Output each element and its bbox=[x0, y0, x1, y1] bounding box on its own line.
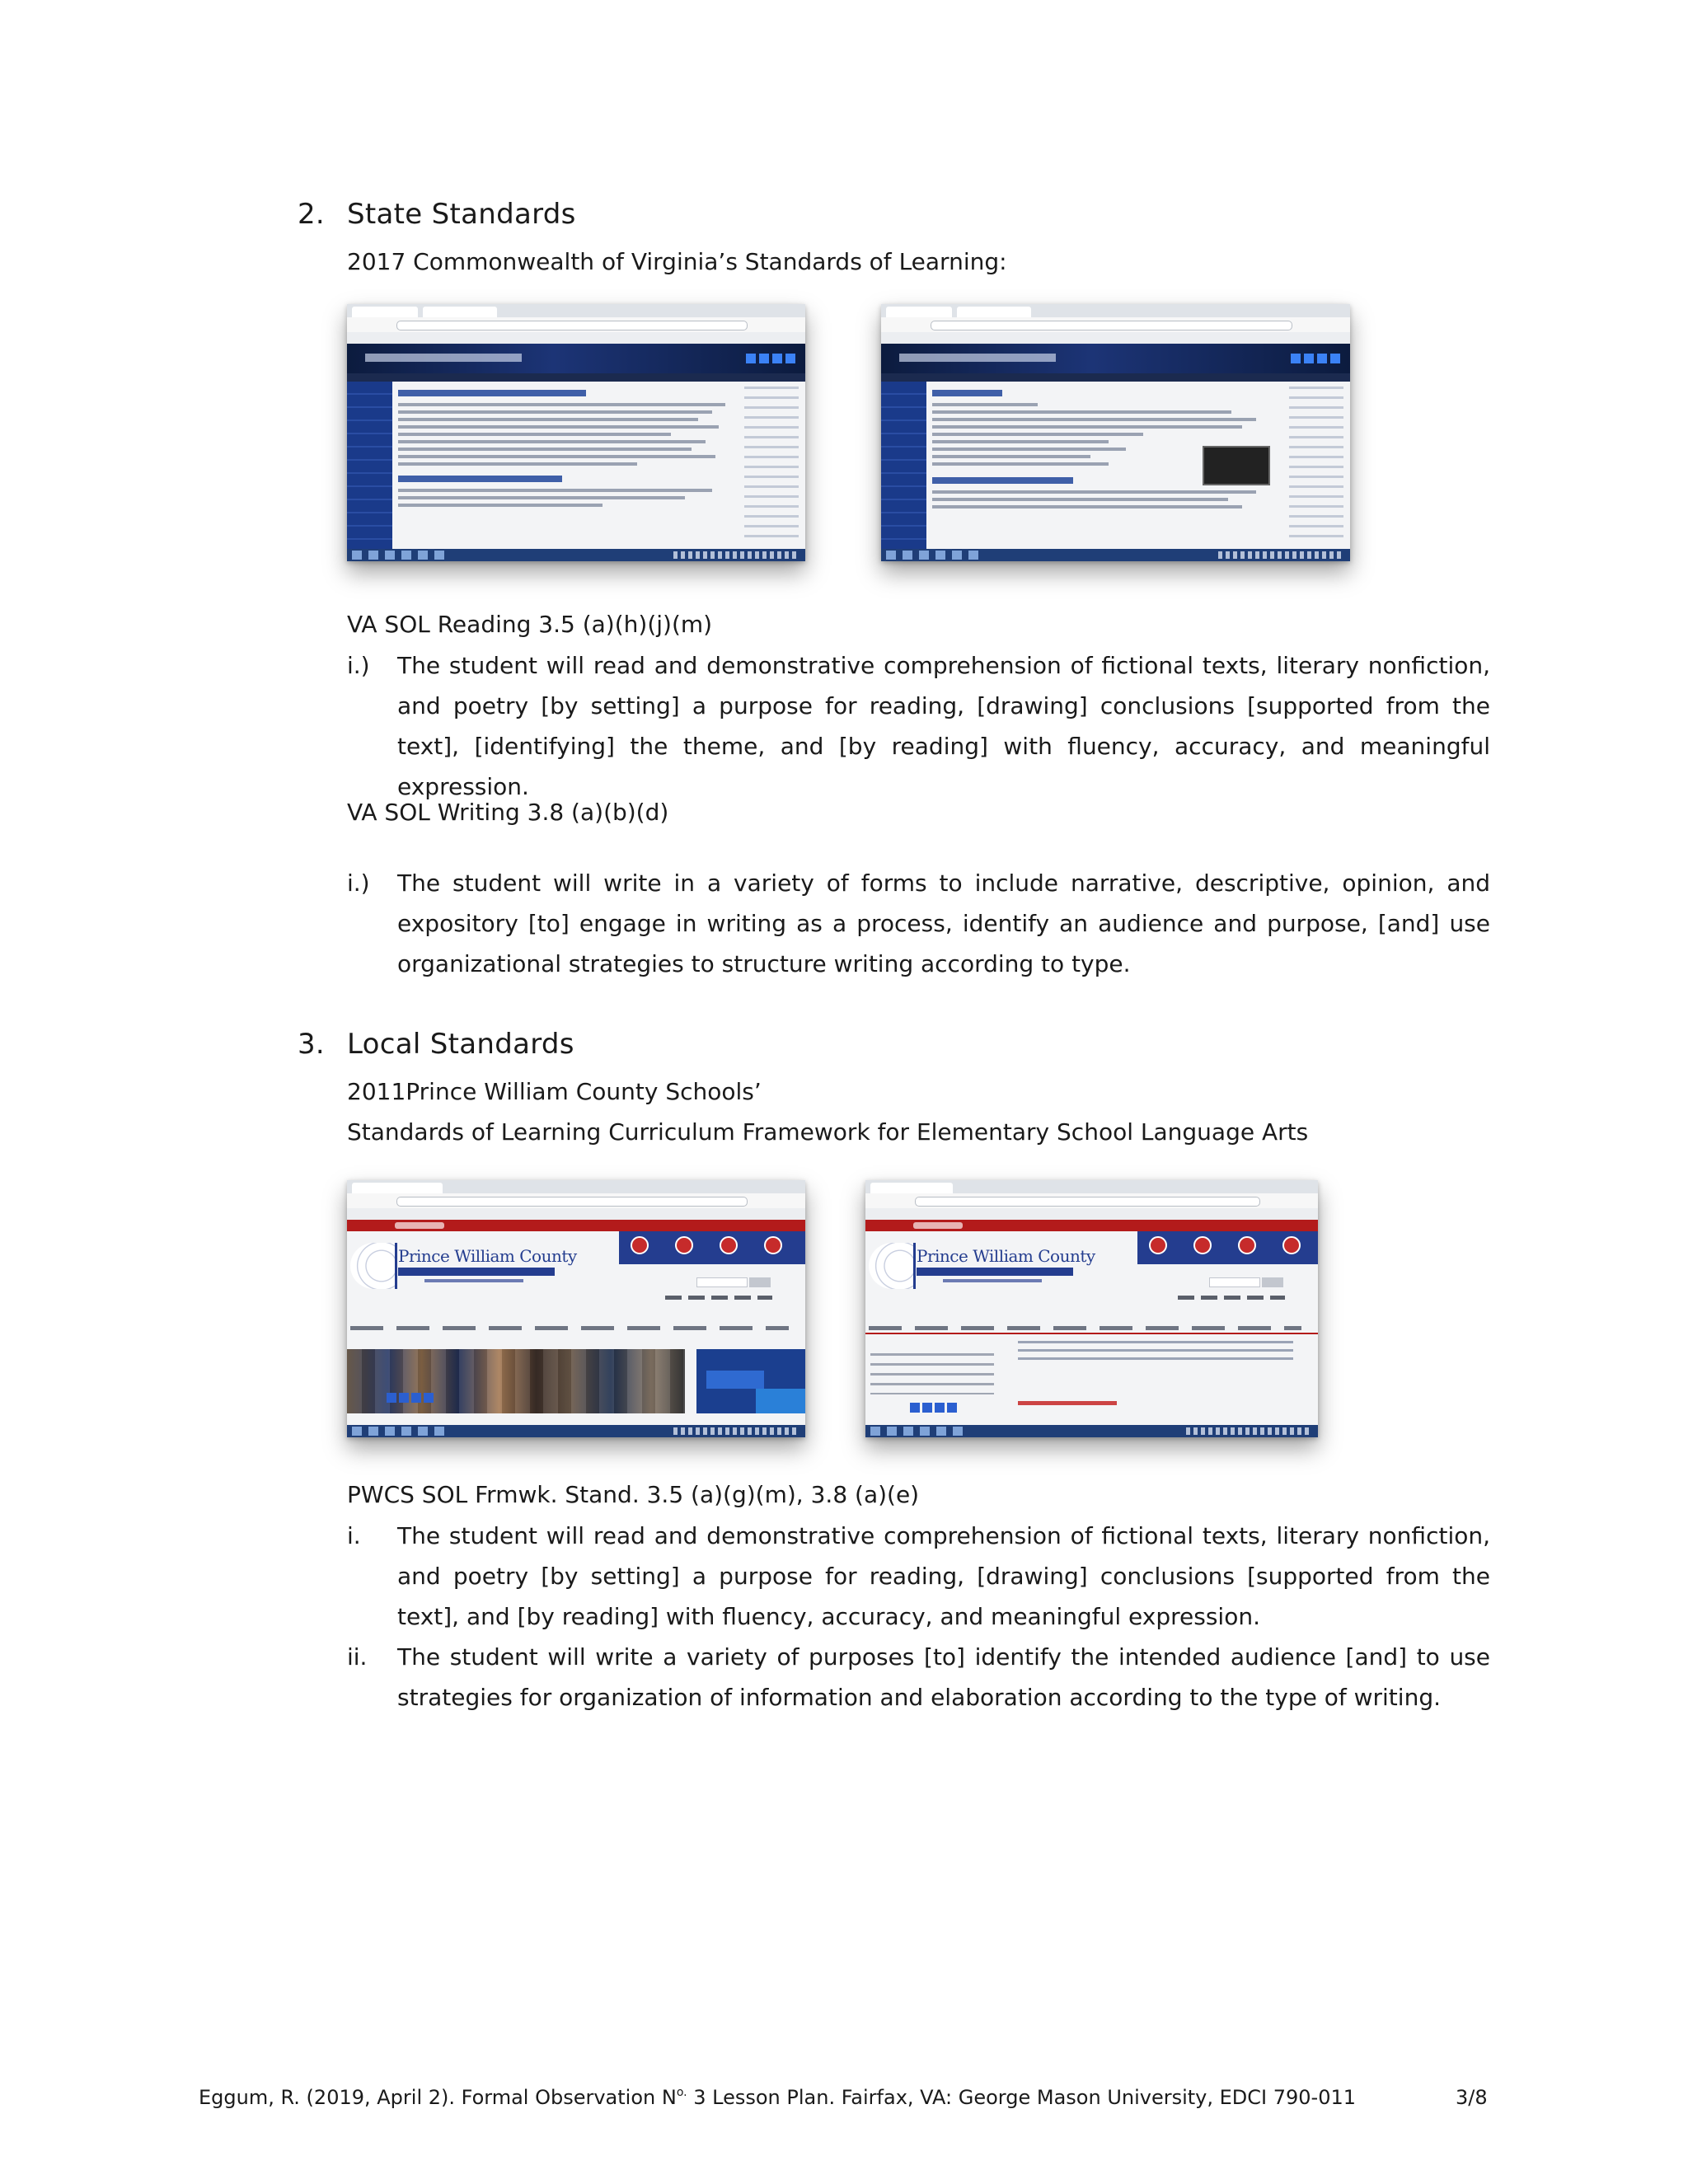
pwcs-standard-item-1 bbox=[347, 1516, 1490, 1637]
list-marker: i.) bbox=[347, 869, 370, 897]
footer-citation bbox=[199, 2086, 1356, 2109]
section-number: 3. bbox=[298, 1028, 326, 1061]
pwcs-standards-label: PWCS SOL Frmwk. Stand. 3.5 (a)(g)(m), 3.8 (a)(e) bbox=[347, 1481, 920, 1508]
vdoe-english-screenshot-image bbox=[881, 304, 1350, 561]
section-title: Local Standards bbox=[347, 1028, 574, 1061]
pwcs-homepage-screenshot-image bbox=[347, 1180, 805, 1437]
section-number: 2. bbox=[298, 198, 326, 231]
citation-number-sign: o. bbox=[676, 2086, 687, 2099]
local-standards-subtitle-line2: Standards of Learning Curriculum Framework for Elementary School Language Arts bbox=[347, 1118, 1309, 1146]
pwcs-standard-text-1: The student will read and demonstrative comprehension of fictional texts, literary nonfiction, and poetry [by setting] a purpose for reading, [drawing] conclusions [supported from the text], and [by reading] with fluency, accuracy, and meaningful expression. bbox=[397, 1522, 1490, 1630]
local-standards-subtitle-line1: 2011Prince William County Schools’ bbox=[347, 1078, 762, 1105]
citation-text: Eggum, R. (2019, April 2). Formal Observation N bbox=[199, 2086, 677, 2109]
pwcs-curriculum-screenshot-image bbox=[865, 1180, 1318, 1437]
reading-standard-item bbox=[347, 645, 1490, 800]
section-title: State Standards bbox=[347, 198, 576, 231]
list-marker: i.) bbox=[347, 652, 370, 679]
writing-standard-item bbox=[347, 863, 1490, 984]
pwcs-logo bbox=[350, 1243, 577, 1294]
citation-text-rest: 3 Lesson Plan. Fairfax, VA: George Mason University, EDCI 790-011 bbox=[687, 2086, 1357, 2109]
list-marker: i. bbox=[347, 1522, 361, 1549]
va-sol-reading-label: VA SOL Reading 3.5 (a)(h)(j)(m) bbox=[347, 611, 713, 638]
pwcs-logo-text: Prince William County bbox=[917, 1246, 1095, 1266]
vdoe-screenshot-image bbox=[347, 304, 805, 561]
pwcs-logo-text: Prince William County bbox=[398, 1246, 577, 1266]
writing-standard-text: The student will write in a variety of forms to include narrative, descriptive, opinion, and expository [to] engage in writing as a process, identify an audience and purpose, [and] use organizational strategies to structure writing according to type. bbox=[397, 869, 1490, 977]
list-marker: ii. bbox=[347, 1643, 368, 1671]
pwcs-standard-text-2: The student will write a variety of purposes [to] identify the intended audience [and] to use strategies for organization of information and elaboration according to the type of writing. bbox=[397, 1643, 1490, 1711]
page-number: 3/8 bbox=[1456, 2086, 1488, 2109]
reading-standard-text: The student will read and demonstrative comprehension of fictional texts, literary nonfiction, and poetry [by setting] a purpose for reading, [drawing] conclusions [supported from the text], [identifying] the theme, and [by reading] with fluency, accuracy, and meaningful expression. bbox=[397, 652, 1490, 800]
pwcs-standard-item-2 bbox=[347, 1637, 1490, 1718]
pwcs-logo bbox=[869, 1243, 1095, 1294]
va-sol-writing-label: VA SOL Writing 3.8 (a)(b)(d) bbox=[347, 799, 669, 826]
state-standards-subtitle: 2017 Commonwealth of Virginia’s Standards of Learning: bbox=[347, 248, 1007, 275]
